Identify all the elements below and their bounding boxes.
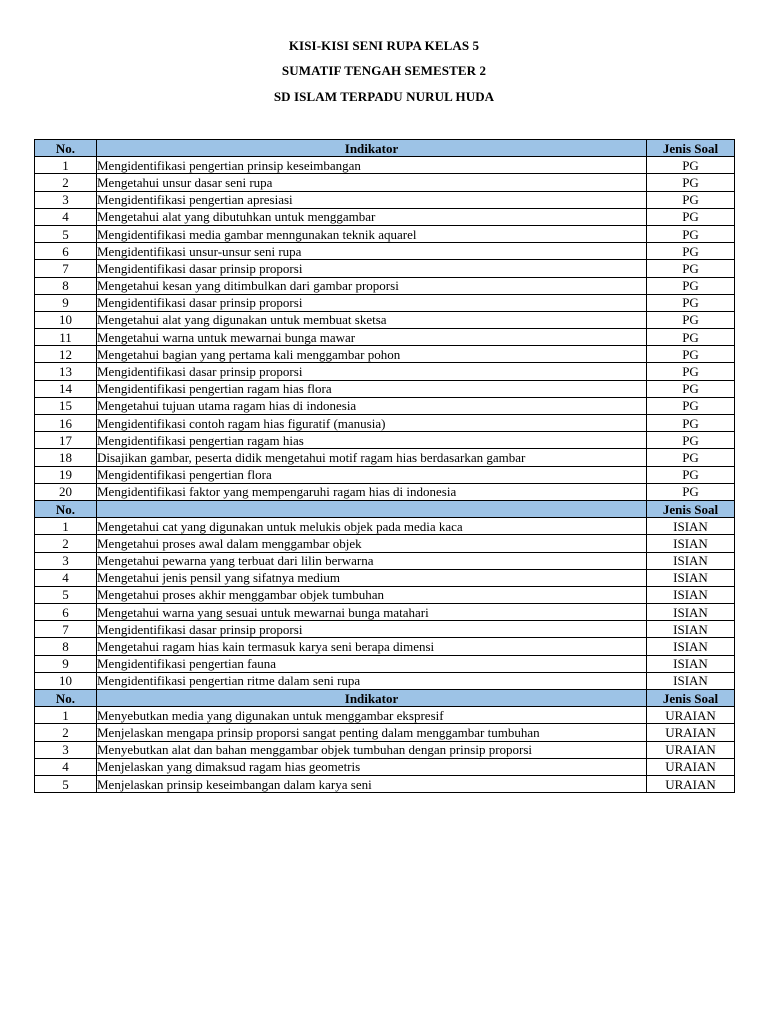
table-row [35, 758, 735, 775]
row-indikator: Menjelaskan prinsip keseimbangan dalam karya seni [97, 775, 647, 792]
row-indikator: Mengidentifikasi pengertian flora [97, 466, 647, 483]
row-jenis-soal: ISIAN [647, 672, 735, 689]
row-jenis-soal: PG [647, 329, 735, 346]
row-jenis-soal: ISIAN [647, 655, 735, 672]
table-row [35, 775, 735, 792]
table-row [35, 277, 735, 294]
row-number: 5 [35, 225, 97, 242]
row-number: 20 [35, 483, 97, 500]
row-indikator: Mengidentifikasi pengertian fauna [97, 655, 647, 672]
table-row [35, 415, 735, 432]
row-jenis-soal: ISIAN [647, 569, 735, 586]
row-number: 10 [35, 672, 97, 689]
header-no: No. [35, 690, 97, 707]
row-jenis-soal: PG [647, 363, 735, 380]
table-row [35, 535, 735, 552]
row-jenis-soal: PG [647, 483, 735, 500]
row-number: 6 [35, 243, 97, 260]
header-indikator: Indikator [97, 140, 647, 157]
row-number: 5 [35, 586, 97, 603]
document-title: KISI-KISI SENI RUPA KELAS 5 [288, 38, 480, 53]
row-number: 9 [35, 294, 97, 311]
row-indikator: Mengetahui proses awal dalam menggambar objek [97, 535, 647, 552]
table-row [35, 208, 735, 225]
row-jenis-soal: PG [647, 243, 735, 260]
row-indikator: Mengetahui ragam hias kain termasuk karya seni berapa dimensi [97, 638, 647, 655]
row-number: 10 [35, 311, 97, 328]
row-number: 14 [35, 380, 97, 397]
table-row [35, 672, 735, 689]
row-number: 11 [35, 329, 97, 346]
row-jenis-soal: PG [647, 191, 735, 208]
table-row [35, 311, 735, 328]
row-indikator: Mengidentifikasi unsur-unsur seni rupa [97, 243, 647, 260]
row-number: 18 [35, 449, 97, 466]
table-row [35, 638, 735, 655]
row-indikator: Mengetahui warna yang sesuai untuk mewarnai bunga matahari [97, 604, 647, 621]
row-indikator: Mengetahui kesan yang ditimbulkan dari gambar proporsi [97, 277, 647, 294]
table-row [35, 329, 735, 346]
table-row [35, 466, 735, 483]
row-number: 4 [35, 208, 97, 225]
row-jenis-soal: PG [647, 415, 735, 432]
table-row [35, 741, 735, 758]
row-jenis-soal: PG [647, 346, 735, 363]
row-jenis-soal: URAIAN [647, 775, 735, 792]
row-number: 7 [35, 260, 97, 277]
row-indikator: Mengetahui alat yang digunakan untuk membuat sketsa [97, 311, 647, 328]
row-indikator: Mengetahui bagian yang pertama kali menggambar pohon [97, 346, 647, 363]
table-row [35, 225, 735, 242]
row-indikator: Mengidentifikasi pengertian ragam hias [97, 432, 647, 449]
table-row [35, 483, 735, 500]
table-row [35, 621, 735, 638]
row-jenis-soal: ISIAN [647, 604, 735, 621]
row-number: 1 [35, 707, 97, 724]
row-indikator: Mengidentifikasi dasar prinsip proporsi [97, 260, 647, 277]
row-jenis-soal: PG [647, 225, 735, 242]
row-jenis-soal: PG [647, 466, 735, 483]
table-row [35, 346, 735, 363]
header-no: No. [35, 500, 97, 517]
row-jenis-soal: URAIAN [647, 707, 735, 724]
table-header-row [35, 140, 735, 157]
table-header-row [35, 690, 735, 707]
row-jenis-soal: PG [647, 311, 735, 328]
row-jenis-soal: PG [647, 277, 735, 294]
header-jenis-soal: Jenis Soal [647, 500, 735, 517]
table-row [35, 569, 735, 586]
school-name: SD ISLAM TERPADU NURUL HUDA [273, 89, 495, 104]
row-indikator: Menyebutkan media yang digunakan untuk menggambar ekspresif [97, 707, 647, 724]
row-jenis-soal: PG [647, 260, 735, 277]
row-indikator: Mengidentifikasi dasar prinsip proporsi [97, 294, 647, 311]
row-indikator: Menjelaskan yang dimaksud ragam hias geometris [97, 758, 647, 775]
row-number: 7 [35, 621, 97, 638]
row-jenis-soal: ISIAN [647, 518, 735, 535]
row-number: 6 [35, 604, 97, 621]
row-jenis-soal: URAIAN [647, 758, 735, 775]
row-jenis-soal: ISIAN [647, 586, 735, 603]
row-indikator: Mengidentifikasi pengertian prinsip keseimbangan [97, 157, 647, 174]
row-number: 19 [35, 466, 97, 483]
table-row [35, 191, 735, 208]
row-indikator: Mengetahui alat yang dibutuhkan untuk menggambar [97, 208, 647, 225]
table-row [35, 724, 735, 741]
row-indikator: Menjelaskan mengapa prinsip proporsi sangat penting dalam menggambar tumbuhan [97, 724, 647, 741]
row-indikator: Mengidentifikasi pengertian ragam hias flora [97, 380, 647, 397]
row-indikator: Mengetahui tujuan utama ragam hias di indonesia [97, 397, 647, 414]
header-jenis-soal: Jenis Soal [647, 140, 735, 157]
table-row [35, 552, 735, 569]
table-row [35, 518, 735, 535]
row-number: 1 [35, 157, 97, 174]
row-number: 16 [35, 415, 97, 432]
header-indikator [97, 500, 647, 517]
row-number: 8 [35, 638, 97, 655]
row-indikator: Mengidentifikasi dasar prinsip proporsi [97, 621, 647, 638]
row-jenis-soal: PG [647, 432, 735, 449]
row-indikator: Mengidentifikasi dasar prinsip proporsi [97, 363, 647, 380]
row-indikator: Mengidentifikasi pengertian ritme dalam seni rupa [97, 672, 647, 689]
row-number: 8 [35, 277, 97, 294]
row-number: 5 [35, 775, 97, 792]
table-header-row [35, 500, 735, 517]
row-indikator: Mengetahui jenis pensil yang sifatnya medium [97, 569, 647, 586]
row-indikator: Mengetahui proses akhir menggambar objek tumbuhan [97, 586, 647, 603]
table-row [35, 397, 735, 414]
row-indikator: Mengetahui pewarna yang terbuat dari lilin berwarna [97, 552, 647, 569]
table-row [35, 243, 735, 260]
table-row [35, 260, 735, 277]
row-jenis-soal: URAIAN [647, 741, 735, 758]
row-number: 15 [35, 397, 97, 414]
row-jenis-soal: PG [647, 397, 735, 414]
table-row [35, 586, 735, 603]
row-indikator: Mengidentifikasi pengertian apresiasi [97, 191, 647, 208]
row-jenis-soal: PG [647, 294, 735, 311]
row-number: 17 [35, 432, 97, 449]
row-jenis-soal: ISIAN [647, 552, 735, 569]
row-jenis-soal: ISIAN [647, 535, 735, 552]
row-number: 3 [35, 191, 97, 208]
header-jenis-soal: Jenis Soal [647, 690, 735, 707]
row-number: 2 [35, 174, 97, 191]
row-jenis-soal: PG [647, 157, 735, 174]
table-row [35, 363, 735, 380]
row-number: 3 [35, 741, 97, 758]
table-row [35, 432, 735, 449]
row-number: 2 [35, 535, 97, 552]
table-row [35, 707, 735, 724]
row-jenis-soal: PG [647, 174, 735, 191]
row-jenis-soal: PG [647, 449, 735, 466]
header-indikator: Indikator [97, 690, 647, 707]
row-number: 4 [35, 758, 97, 775]
table-row [35, 157, 735, 174]
row-number: 13 [35, 363, 97, 380]
table-row [35, 174, 735, 191]
row-number: 1 [35, 518, 97, 535]
table-row [35, 380, 735, 397]
row-number: 3 [35, 552, 97, 569]
row-indikator: Menyebutkan alat dan bahan menggambar objek tumbuhan dengan prinsip proporsi [97, 741, 647, 758]
row-jenis-soal: ISIAN [647, 638, 735, 655]
table-row [35, 655, 735, 672]
row-jenis-soal: ISIAN [647, 621, 735, 638]
kisi-kisi-table [34, 139, 735, 793]
row-indikator: Mengidentifikasi contoh ragam hias figuratif (manusia) [97, 415, 647, 432]
table-row [35, 604, 735, 621]
row-indikator: Mengetahui unsur dasar seni rupa [97, 174, 647, 191]
row-indikator: Disajikan gambar, peserta didik mengetahui motif ragam hias berdasarkan gambar [97, 449, 647, 466]
header-no: No. [35, 140, 97, 157]
row-number: 2 [35, 724, 97, 741]
table-row [35, 294, 735, 311]
row-number: 12 [35, 346, 97, 363]
table-body [35, 140, 735, 793]
row-jenis-soal: PG [647, 208, 735, 225]
row-jenis-soal: URAIAN [647, 724, 735, 741]
row-indikator: Mengetahui cat yang digunakan untuk melukis objek pada media kaca [97, 518, 647, 535]
row-number: 4 [35, 569, 97, 586]
row-jenis-soal: PG [647, 380, 735, 397]
table-row [35, 449, 735, 466]
row-number: 9 [35, 655, 97, 672]
row-indikator: Mengetahui warna untuk mewarnai bunga mawar [97, 329, 647, 346]
document-subtitle: SUMATIF TENGAH SEMESTER 2 [281, 63, 487, 78]
row-indikator: Mengidentifikasi media gambar menngunakan teknik aquarel [97, 225, 647, 242]
row-indikator: Mengidentifikasi faktor yang mempengaruhi ragam hias di indonesia [97, 483, 647, 500]
